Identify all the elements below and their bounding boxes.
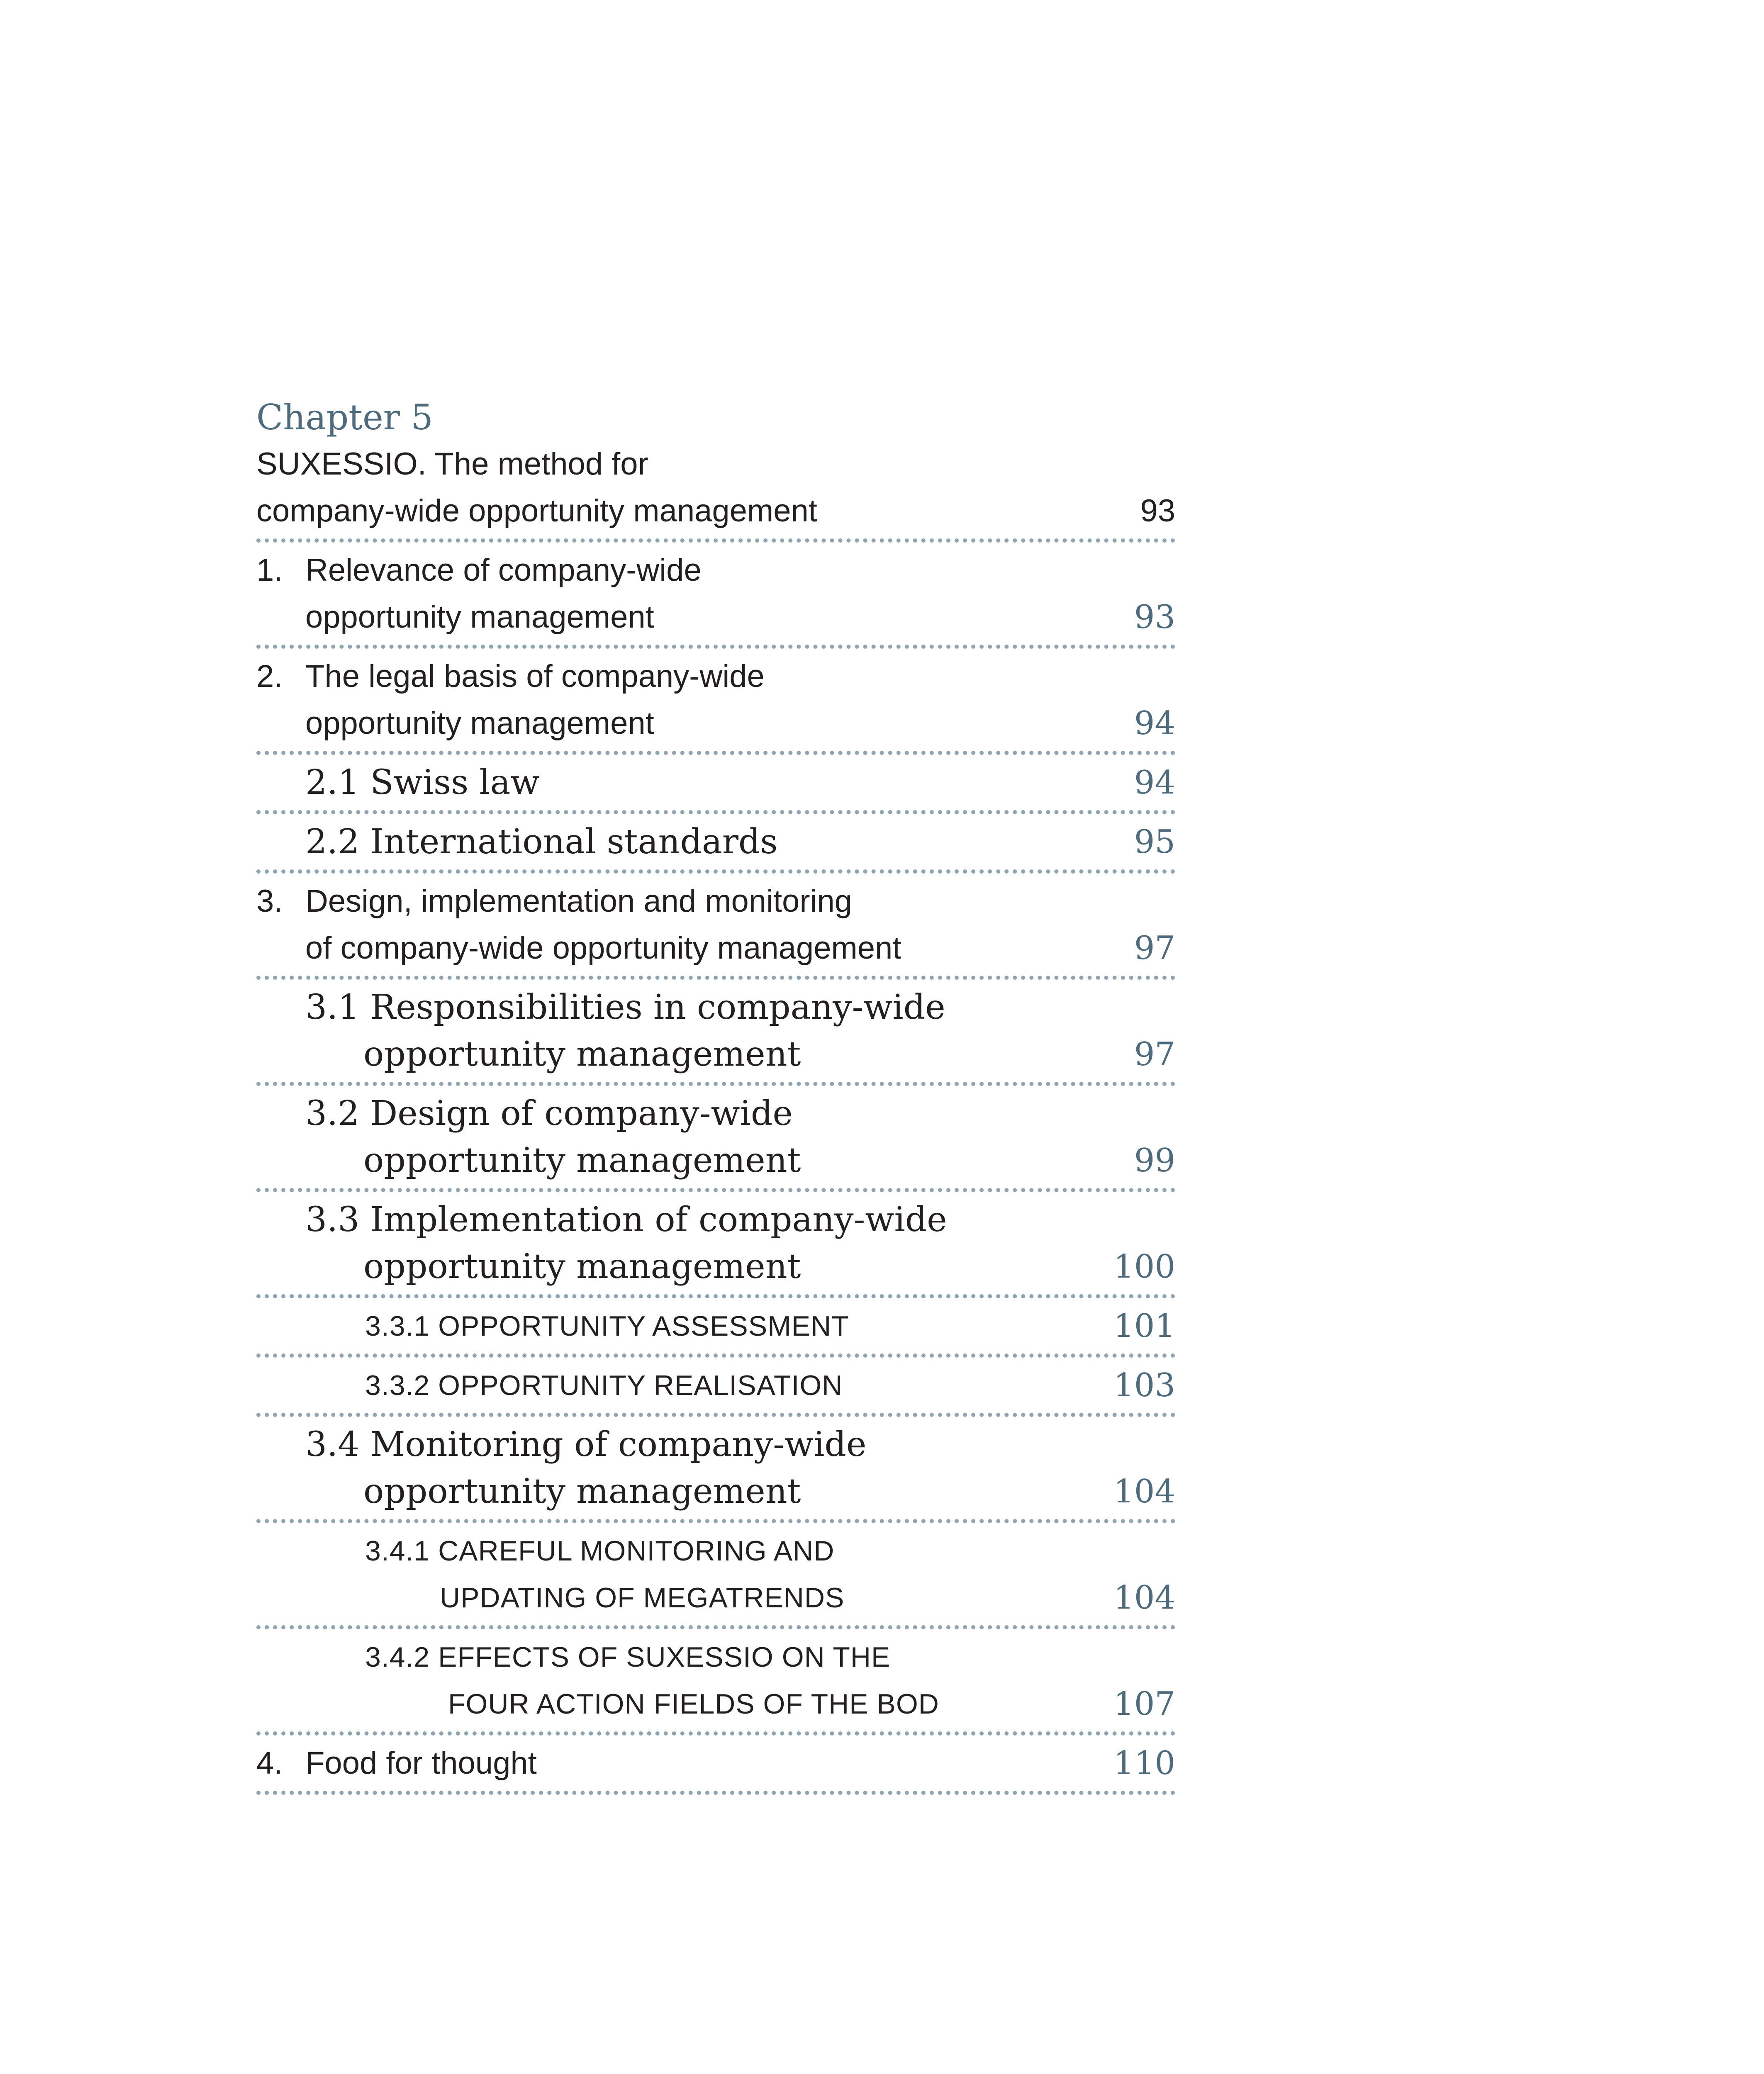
toc-entry-3-4-1[interactable] bbox=[256, 1523, 1175, 1629]
page-number: 94 bbox=[1134, 764, 1175, 801]
section-title-line2: opportunity management bbox=[305, 599, 654, 635]
page-number: 94 bbox=[1134, 704, 1175, 742]
section-title-line1: Design, implementation and monitoring bbox=[305, 884, 853, 919]
toc-entry-3-2[interactable] bbox=[256, 1086, 1175, 1192]
page-number: 103 bbox=[1113, 1366, 1175, 1404]
page-number: 104 bbox=[1113, 1473, 1175, 1510]
page-number: 93 bbox=[1140, 493, 1175, 528]
section-title-line1: The legal basis of company-wide bbox=[305, 659, 765, 694]
subsubsection-title: 3.3.2 OPPORTUNITY REALISATION bbox=[365, 1369, 843, 1401]
page-number: 101 bbox=[1113, 1307, 1175, 1345]
subsubsection-title-line2: UPDATING OF MEGATRENDS bbox=[440, 1582, 845, 1614]
page-number: 104 bbox=[1113, 1579, 1175, 1616]
subsection-title-line1: 3.4 Monitoring of company-wide bbox=[305, 1425, 867, 1464]
section-title-line2: of company-wide opportunity management bbox=[305, 930, 901, 966]
chapter-label: Chapter 5 bbox=[256, 397, 433, 438]
subsection-title-line1: 3.3 Implementation of company-wide bbox=[305, 1200, 947, 1239]
subsection-title: 2.1 Swiss law bbox=[305, 763, 540, 802]
section-title-line1: Relevance of company-wide bbox=[305, 553, 702, 588]
toc-entry-3-3-1[interactable] bbox=[256, 1298, 1175, 1358]
chapter-title-line1: SUXESSIO. The method for bbox=[256, 446, 648, 482]
subsubsection-title-line1: 3.4.1 CAREFUL MONITORING AND bbox=[365, 1535, 835, 1567]
section-number: 4. bbox=[256, 1745, 283, 1781]
page-number: 100 bbox=[1113, 1248, 1175, 1285]
section-number: 2. bbox=[256, 659, 283, 694]
toc-entry-3-4-2[interactable] bbox=[256, 1629, 1175, 1736]
subsubsection-title-line1: 3.4.2 EFFECTS OF SUXESSIO ON THE bbox=[365, 1641, 891, 1673]
toc-entry-2-2[interactable] bbox=[256, 814, 1175, 874]
table-of-contents bbox=[256, 394, 1175, 1795]
toc-entry-3[interactable] bbox=[256, 874, 1175, 980]
page-number: 97 bbox=[1134, 1035, 1175, 1073]
toc-entry-chapter-title[interactable] bbox=[256, 441, 1175, 543]
toc-entry-1[interactable] bbox=[256, 543, 1175, 649]
section-title: Food for thought bbox=[305, 1745, 537, 1781]
subsection-title-line2: opportunity management bbox=[363, 1035, 801, 1074]
page-number: 93 bbox=[1134, 598, 1175, 636]
toc-entry-3-3[interactable] bbox=[256, 1192, 1175, 1298]
toc-entry-2-1[interactable] bbox=[256, 755, 1175, 814]
subsection-title-line1: 3.2 Design of company-wide bbox=[305, 1094, 793, 1133]
toc-entry-4[interactable] bbox=[256, 1736, 1175, 1795]
toc-entry-3-3-2[interactable] bbox=[256, 1358, 1175, 1417]
subsection-title-line2: opportunity management bbox=[363, 1141, 801, 1180]
page-number: 97 bbox=[1134, 929, 1175, 967]
toc-entry-2[interactable] bbox=[256, 649, 1175, 755]
page-number: 110 bbox=[1113, 1744, 1175, 1782]
toc-entry-3-1[interactable] bbox=[256, 980, 1175, 1086]
section-title-line2: opportunity management bbox=[305, 706, 654, 741]
subsubsection-title-line2: FOUR ACTION FIELDS OF THE BOD bbox=[448, 1688, 939, 1720]
page-number: 107 bbox=[1113, 1685, 1175, 1723]
page-number: 95 bbox=[1134, 823, 1175, 861]
section-number: 1. bbox=[256, 553, 283, 588]
subsubsection-title: 3.3.1 OPPORTUNITY ASSESSMENT bbox=[365, 1310, 849, 1342]
subsection-title-line2: opportunity management bbox=[363, 1472, 801, 1511]
page-number: 99 bbox=[1134, 1142, 1175, 1179]
subsection-title: 2.2 International standards bbox=[305, 822, 778, 862]
subsection-title-line2: opportunity management bbox=[363, 1247, 801, 1286]
section-number: 3. bbox=[256, 884, 283, 919]
toc-entry-3-4[interactable] bbox=[256, 1417, 1175, 1523]
chapter-title-line2: company-wide opportunity management bbox=[256, 493, 817, 528]
subsection-title-line1: 3.1 Responsibilities in company-wide bbox=[305, 988, 945, 1027]
